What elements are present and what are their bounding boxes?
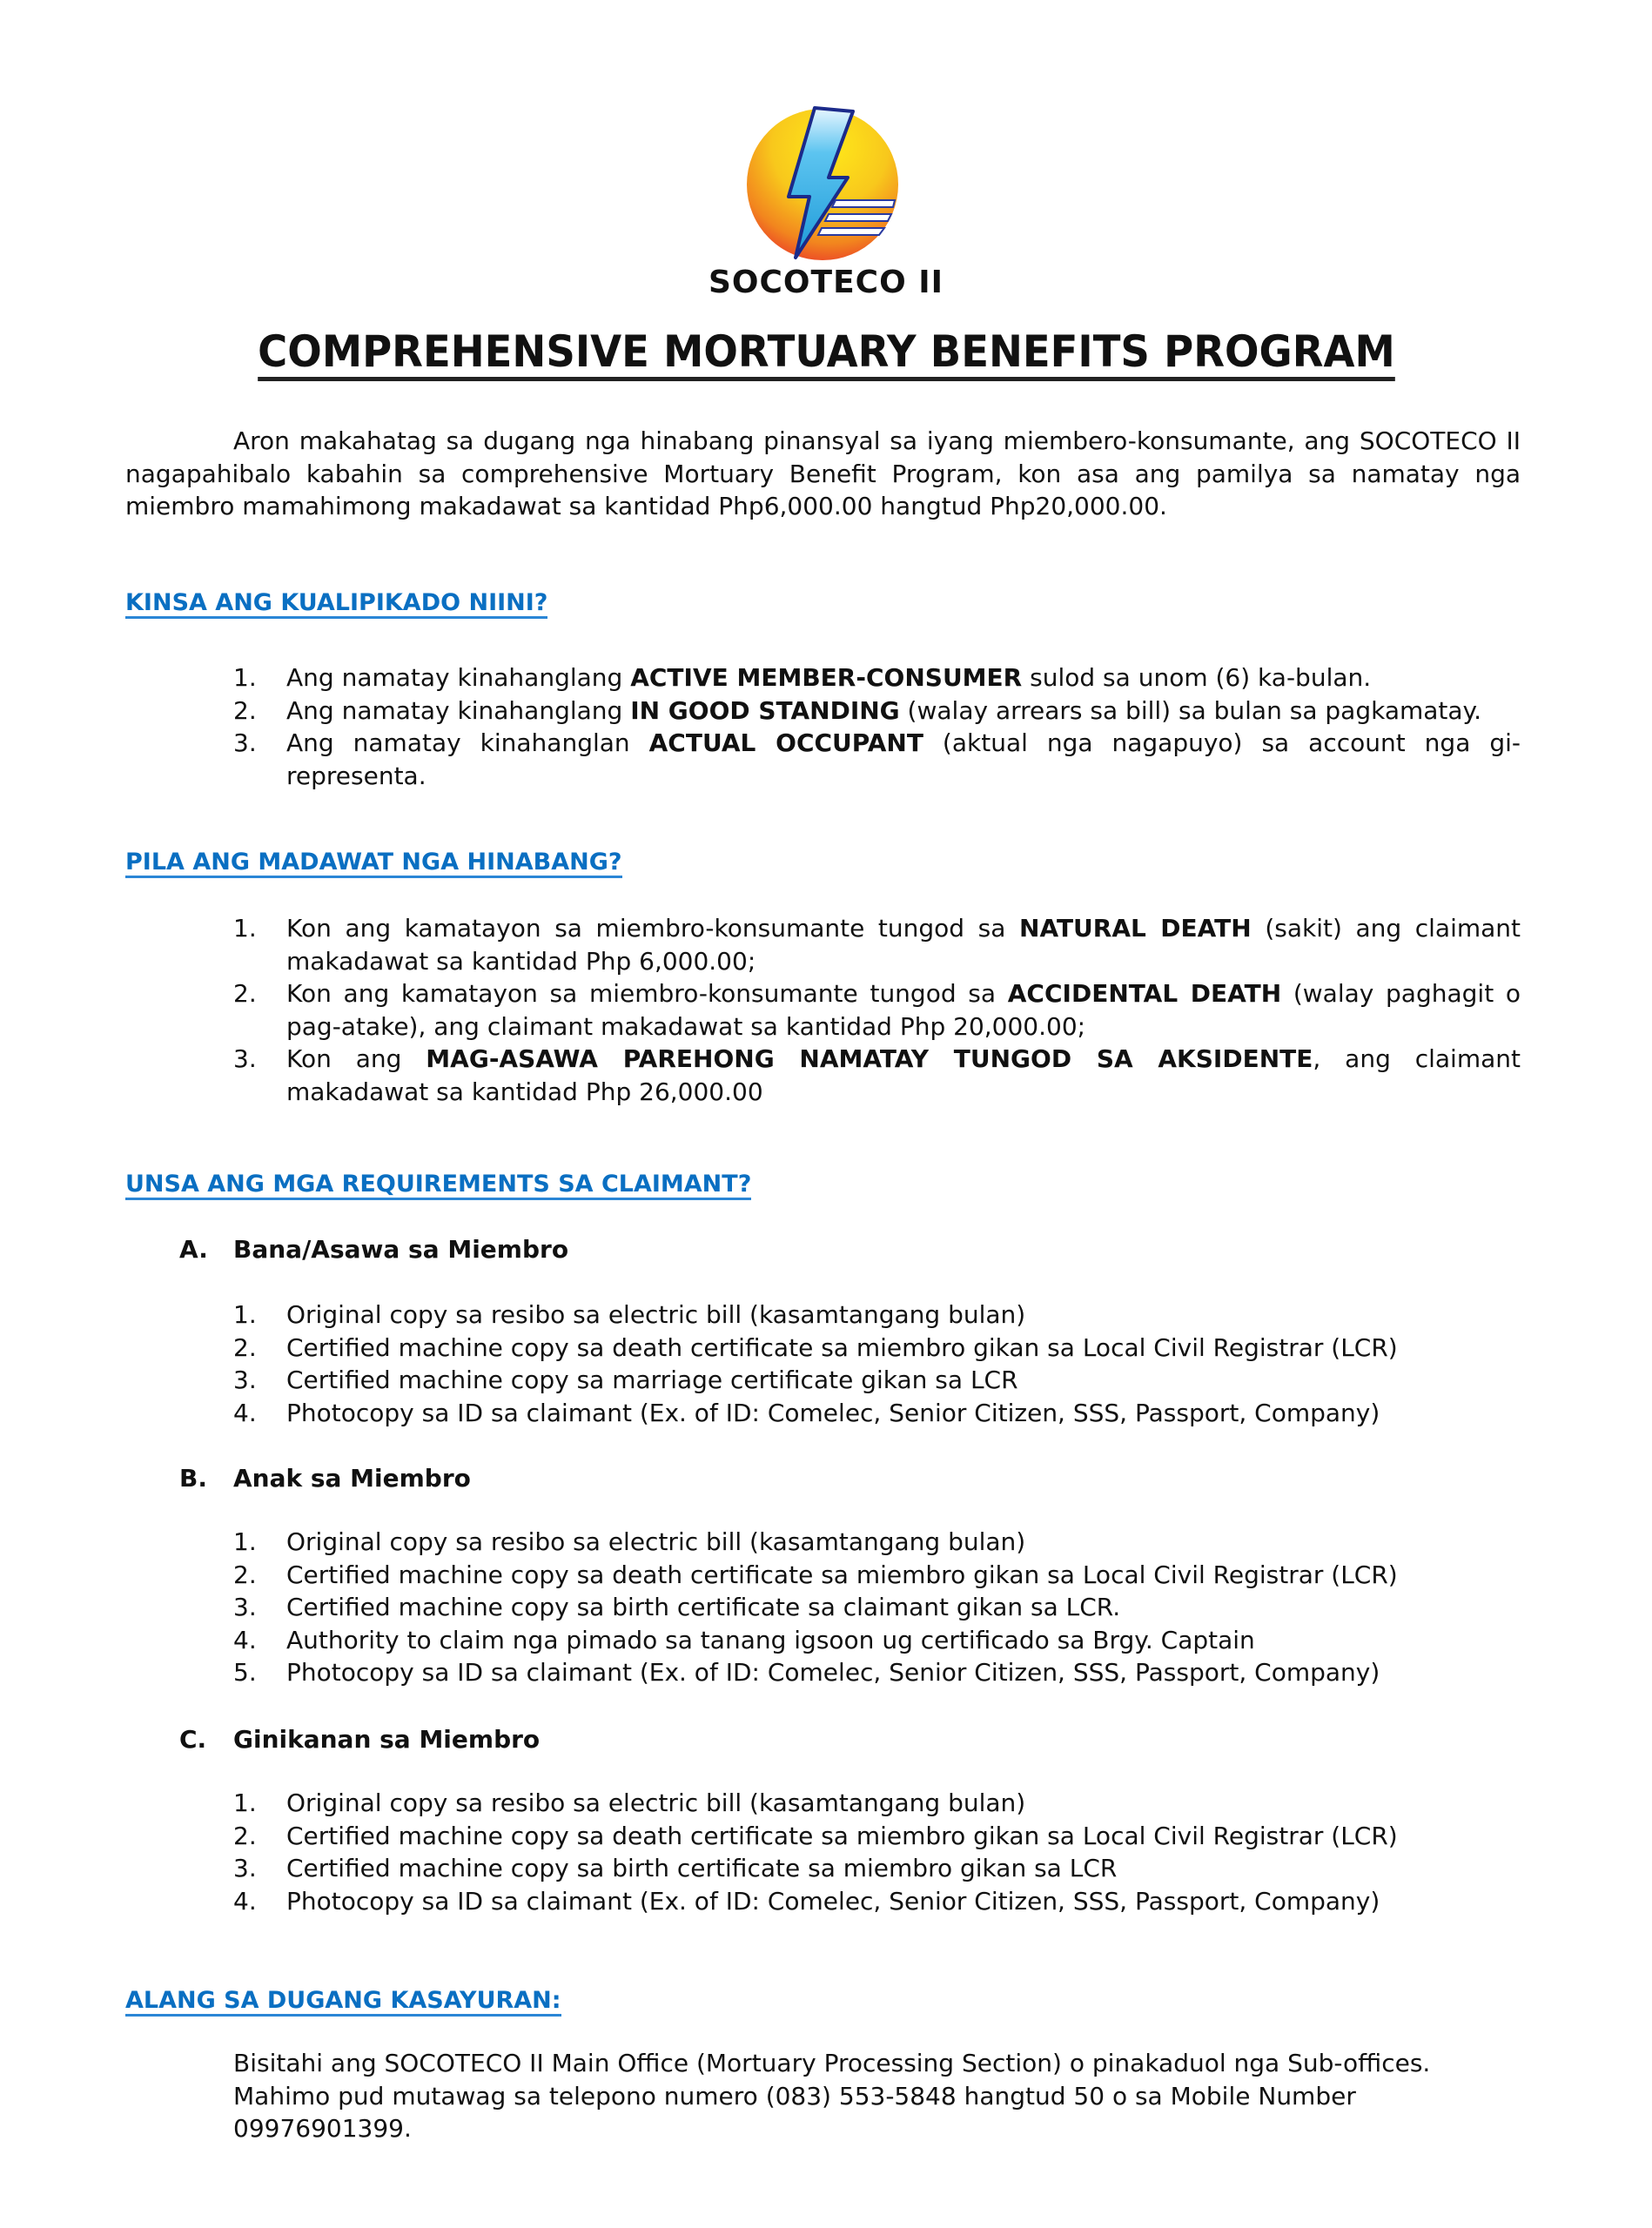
item-text: Kon ang kamatayon sa miembro-konsumante tungod sa (286, 979, 1008, 1009)
requirements-list-child (233, 1526, 1521, 1689)
item-text: Photocopy sa ID sa claimant (Ex. of ID: Comelec, Senior Citizen, SSS, Passport, Company) (286, 1398, 1380, 1427)
list-item (233, 977, 1521, 1043)
list-item (233, 1332, 1521, 1365)
item-text: Certified machine copy sa death certificate sa miembro gikan sa Local Civil Registrar (LCR) (286, 1821, 1398, 1850)
item-text: , ang claimant makadawat sa kantidad Php 26,000.00 (286, 1044, 1521, 1106)
item-text: Certified machine copy sa death certificate sa miembro gikan sa Local Civil Registrar (LCR) (286, 1332, 1398, 1362)
item-emphasis: ACCIDENTAL DEATH (1007, 979, 1282, 1009)
item-emphasis: NATURAL DEATH (1019, 914, 1252, 943)
list-item (233, 661, 1521, 695)
item-emphasis: MAG-ASAWA PAREHONG NAMATAY TUNGOD SA AKSIDENTE (426, 1044, 1313, 1074)
item-text: Ang namatay kinahanglang (286, 695, 631, 725)
list-item (233, 1526, 1521, 1559)
item-text: Ang namatay kinahanglan (286, 728, 649, 758)
list-item (233, 1591, 1521, 1624)
list-item (233, 1397, 1521, 1430)
list-item (233, 1299, 1521, 1332)
subheading-child (179, 1462, 471, 1495)
qualified-list (233, 661, 1521, 792)
list-item (233, 1364, 1521, 1397)
list-number: 5. (233, 1658, 257, 1688)
item-emphasis: ACTUAL OCCUPANT (648, 728, 923, 758)
subheading-title: Anak sa Miembro (233, 1464, 471, 1493)
item-text: (walay paghagit o pag-atake), ang claimant makadawat sa kantidad Php 20,000.00; (286, 979, 1521, 1041)
list-item (233, 1852, 1521, 1885)
section-heading-requirements (125, 1170, 751, 1200)
item-text: Certified machine copy sa birth certificate sa miembro gikan sa LCR (286, 1854, 1118, 1883)
list-item (233, 1820, 1521, 1853)
list-item (233, 695, 1521, 728)
list-item (233, 1043, 1521, 1108)
section-heading-text: ALANG SA DUGANG KASAYURAN: (125, 1988, 561, 2017)
section-heading-text: UNSA ANG MGA REQUIREMENTS SA CLAIMANT? (125, 1171, 751, 1200)
section-heading-benefits (125, 848, 622, 878)
list-number: 3. (233, 1593, 257, 1622)
subheading-letter: B. (179, 1464, 207, 1493)
section-heading-qualified (125, 588, 547, 619)
item-emphasis: IN GOOD STANDING (630, 695, 900, 725)
item-text: Kon ang (286, 1044, 426, 1074)
intro-paragraph: Aron makahatag sa dugang nga hinabang pinansyal sa iyang miembero-konsumante, ang SOCOTECO II nagapahibalo kabahin sa comprehensive Mortuary Benefit Program, kon asa ang pamilya sa namatay nga miembro mamahimong makadawat sa kantidad Php6,000.00 hangtud Php20,000.00. (125, 426, 1521, 521)
item-text: (walay arrears sa bill) sa bulan sa pagkamatay. (899, 695, 1482, 725)
subheading-title: Bana/Asawa sa Miembro (233, 1235, 569, 1264)
item-text: Ang namatay kinahanglang (286, 663, 631, 692)
socoteco-lightning-logo-icon (738, 103, 912, 268)
item-text: Photocopy sa ID sa claimant (Ex. of ID: Comelec, Senior Citizen, SSS, Passport, Company) (286, 1886, 1380, 1916)
item-text: Certified machine copy sa death certificate sa miembro gikan sa Local Civil Registrar (LCR) (286, 1560, 1398, 1589)
subheading-letter: C. (179, 1725, 207, 1754)
list-item (233, 1787, 1521, 1820)
list-item (233, 912, 1521, 977)
contact-paragraph: Bisitahi ang SOCOTECO II Main Office (Mortuary Processing Section) o pinakaduol nga Sub-offices. Mahimo pud mutawag sa telepono numero (083) 553-5848 hangtud 50 o sa Mobile Number 09976901399. (233, 2049, 1431, 2144)
item-text: (aktual nga nagapuyo) sa account nga gi-representa. (286, 728, 1521, 790)
requirements-list-parent (233, 1787, 1521, 1917)
requirements-list-spouse (233, 1299, 1521, 1429)
list-number: 2. (233, 1332, 257, 1362)
item-text: Authority to claim nga pimado sa tanang igsoon ug certificado sa Brgy. Captain (286, 1625, 1255, 1654)
item-text: Kon ang kamatayon sa miembro-konsumante tungod sa (286, 914, 1020, 943)
list-item (233, 1656, 1521, 1689)
list-number: 1. (233, 1527, 257, 1556)
list-number: 4. (233, 1398, 257, 1427)
section-heading-text: KINSA ANG KUALIPIKADO NIINI? (125, 590, 547, 619)
item-text: (sakit) ang claimant makadawat sa kantidad Php 6,000.00; (286, 914, 1521, 976)
subheading-spouse (179, 1233, 568, 1266)
list-number: 1. (233, 663, 257, 692)
item-text: Original copy sa resibo sa electric bill (kasamtangang bulan) (286, 1300, 1026, 1329)
list-number: 3. (233, 1854, 257, 1883)
item-text: Photocopy sa ID sa claimant (Ex. of ID: Comelec, Senior Citizen, SSS, Passport, Company) (286, 1658, 1380, 1688)
list-number: 3. (233, 1366, 257, 1395)
list-number: 3. (233, 728, 257, 758)
list-number: 2. (233, 979, 257, 1009)
section-heading-text: PILA ANG MADAWAT NGA HINABANG? (125, 849, 622, 878)
brand-name: SOCOTECO II (708, 265, 944, 300)
list-item (233, 1624, 1521, 1657)
item-text: Original copy sa resibo sa electric bill (kasamtangang bulan) (286, 1788, 1026, 1817)
subheading-title: Ginikanan sa Miembro (233, 1725, 541, 1754)
list-item (233, 727, 1521, 792)
socoteco-logo (738, 103, 912, 268)
item-text: sulod sa unom (6) ka-bulan. (1022, 663, 1372, 692)
subheading-letter: A. (179, 1235, 208, 1264)
item-text: Certified machine copy sa marriage certificate gikan sa LCR (286, 1366, 1018, 1395)
page-title-text: COMPREHENSIVE MORTUARY BENEFITS PROGRAM (258, 326, 1395, 381)
list-number: 4. (233, 1625, 257, 1654)
list-number: 1. (233, 914, 257, 943)
section-heading-more-info (125, 1986, 561, 2017)
list-number: 4. (233, 1886, 257, 1916)
benefits-list (233, 912, 1521, 1109)
list-number: 3. (233, 1044, 257, 1074)
item-text: Original copy sa resibo sa electric bill (kasamtangang bulan) (286, 1527, 1026, 1556)
list-number: 2. (233, 695, 257, 725)
item-text: Certified machine copy sa birth certificate sa claimant gikan sa LCR. (286, 1593, 1121, 1622)
list-number: 1. (233, 1788, 257, 1817)
list-number: 2. (233, 1821, 257, 1850)
subheading-parent (179, 1723, 540, 1756)
item-emphasis: ACTIVE MEMBER-CONSUMER (630, 663, 1023, 692)
page-title (174, 324, 1478, 381)
list-number: 1. (233, 1300, 257, 1329)
list-number: 2. (233, 1560, 257, 1589)
list-item (233, 1559, 1521, 1592)
list-item (233, 1885, 1521, 1918)
